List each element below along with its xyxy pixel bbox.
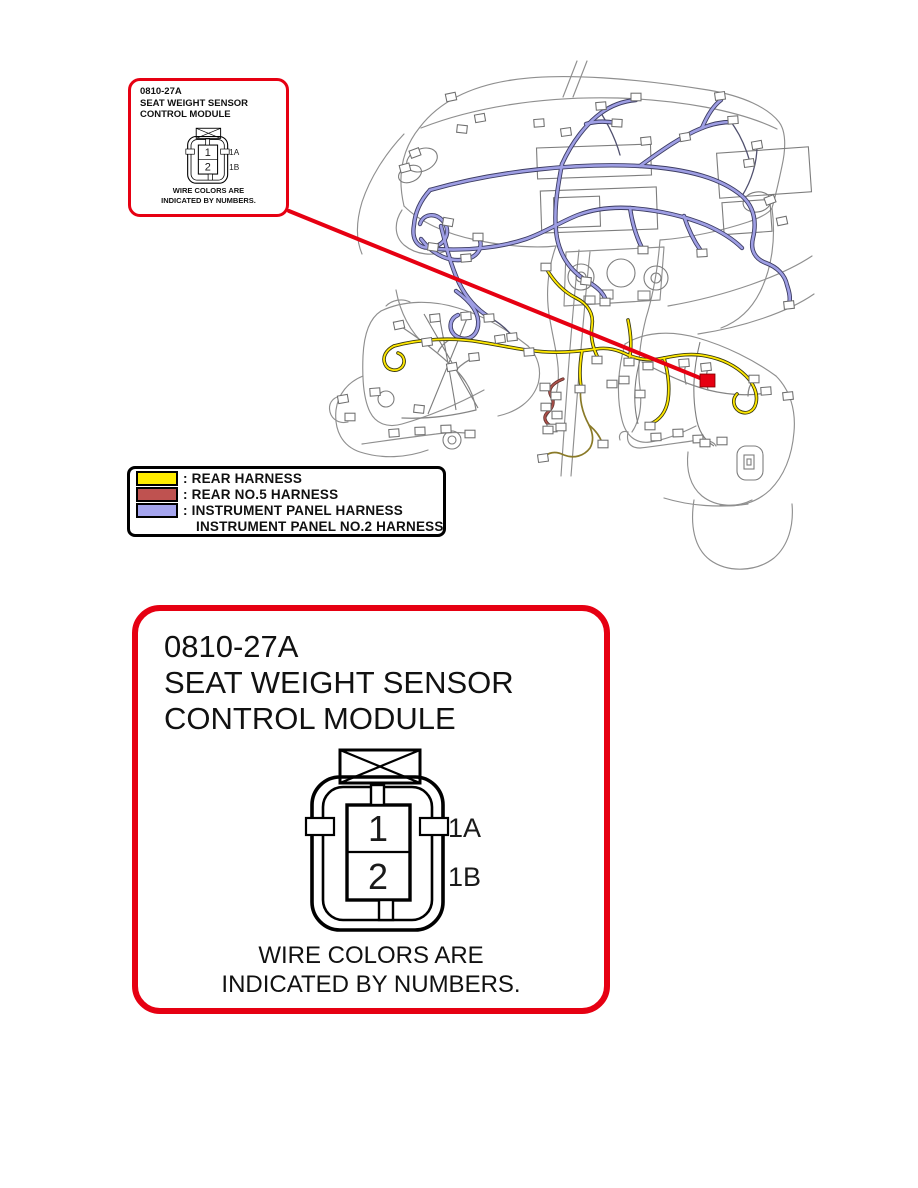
connector-icon [474, 113, 485, 122]
legend-row-rear-no5-harness: : REAR NO.5 HARNESS [136, 486, 437, 502]
connector-icon [465, 430, 475, 438]
cavity-1b-label: 1B [448, 862, 482, 892]
connector-icon [337, 394, 348, 403]
highlighted-connector [700, 374, 715, 387]
connector-icon [507, 333, 518, 342]
connector-icon [624, 358, 634, 366]
instrument-panel-harness-swatch [136, 503, 178, 518]
connector-icon [581, 277, 592, 286]
connector-icon [484, 314, 495, 322]
connector-icon [445, 92, 456, 102]
connector-icon [393, 320, 404, 330]
connector-icon [728, 116, 739, 124]
connector-icon [442, 217, 453, 226]
connector-icon [575, 385, 585, 393]
connector-icon [673, 429, 683, 437]
rear-no5-harness-swatch [136, 487, 178, 502]
connector-icon [538, 454, 549, 463]
cavity-1a-label: 1A [229, 147, 240, 157]
connector-icon [784, 301, 795, 310]
connector-icon [749, 375, 759, 383]
pin-2: 2 [204, 161, 211, 174]
connector-icon [697, 249, 707, 257]
module-title-large [164, 629, 514, 737]
legend-row-instrument-panel-harness: : INSTRUMENT PANEL HARNESS [136, 502, 437, 518]
connector-icon [600, 298, 610, 306]
connector-icon [717, 437, 727, 445]
connector-icon [446, 362, 457, 371]
module-title-line2: CONTROL MODULE [164, 701, 456, 736]
connector-icon [473, 233, 483, 241]
legend-row-instrument-panel-no2-harness: INSTRUMENT PANEL NO.2 HARNESS [196, 518, 444, 534]
connector-icon [469, 353, 480, 362]
harness-legend [127, 466, 446, 537]
module-code: 0810-27A [164, 629, 299, 664]
connector-icon [761, 387, 772, 395]
connector-icon [556, 423, 566, 431]
module-callout-small [128, 78, 289, 217]
connector-icon [638, 246, 648, 254]
connector-icon [552, 411, 562, 419]
connector-icon [441, 425, 451, 433]
legend-row-rear-harness: : REAR HARNESS [136, 470, 437, 486]
connector-icon [607, 380, 617, 388]
connector-icon [534, 119, 545, 127]
rear-harness-swatch [136, 471, 178, 486]
connector-icon [399, 163, 411, 173]
connector-icon [764, 195, 776, 206]
connector-icon [457, 125, 468, 134]
connector-pinout-large [300, 740, 490, 945]
connector-icon [679, 132, 690, 141]
module-code: 0810-27A [140, 86, 182, 97]
connector-icon [751, 140, 762, 149]
connector-icon [541, 263, 551, 271]
connector-icon [783, 392, 794, 401]
connector-icon [744, 159, 755, 168]
connector-icon [592, 356, 602, 364]
cavity-1a-label: 1A [448, 813, 482, 843]
connector-pinout-small [184, 125, 242, 188]
connector-icon [461, 254, 472, 262]
connector-icon [619, 376, 629, 384]
connector-icon [415, 427, 425, 435]
connector-icon [612, 119, 622, 127]
connector-icon [700, 439, 710, 447]
connector-icon [651, 433, 661, 441]
connector-icon [461, 312, 472, 320]
connector-icon [561, 128, 572, 137]
connector-icon [631, 93, 641, 101]
connector-icon [495, 335, 506, 344]
connector-icon [540, 383, 550, 391]
connector-icon [551, 392, 561, 400]
cavity-1b-label: 1B [229, 162, 240, 172]
connector-icon [345, 413, 355, 421]
pin-2: 2 [367, 856, 389, 897]
connector-icon [428, 243, 439, 252]
connector-icon [643, 362, 653, 370]
connector-icon [641, 137, 652, 146]
connector-icon [541, 403, 551, 411]
connector-icon [370, 388, 381, 396]
module-title-line1: SEAT WEIGHT SENSOR [140, 97, 249, 109]
module-callout-large [132, 605, 610, 1014]
connector-icon [596, 102, 607, 110]
left-seat-outline [329, 300, 539, 457]
callout-leader-line [289, 211, 705, 380]
module-title-line1: SEAT WEIGHT SENSOR [164, 665, 514, 700]
connector-icon [430, 314, 441, 323]
module-title-line2: CONTROL MODULE [140, 109, 231, 120]
connector-icon [715, 92, 726, 101]
connector-icon [414, 405, 425, 414]
connector-icon [645, 422, 655, 430]
wire-color-note-large: WIRE COLORS ARE INDICATED BY NUMBERS. [221, 942, 521, 998]
connector-icon [409, 148, 421, 159]
connector-icon [422, 338, 433, 347]
connector-icon [598, 440, 608, 448]
wire-color-note-small: WIRE COLORS ARE INDICATED BY NUMBERS. [161, 186, 256, 205]
connector-icon [679, 359, 690, 367]
pin-1: 1 [204, 147, 211, 160]
connector-icon [389, 429, 400, 437]
connector-icon [701, 363, 712, 372]
connector-icon [776, 216, 787, 226]
connector-icon [635, 390, 645, 398]
pin-1: 1 [367, 808, 389, 849]
connector-icon [524, 348, 535, 356]
connector-icon [543, 426, 553, 434]
module-title-small [140, 86, 248, 121]
